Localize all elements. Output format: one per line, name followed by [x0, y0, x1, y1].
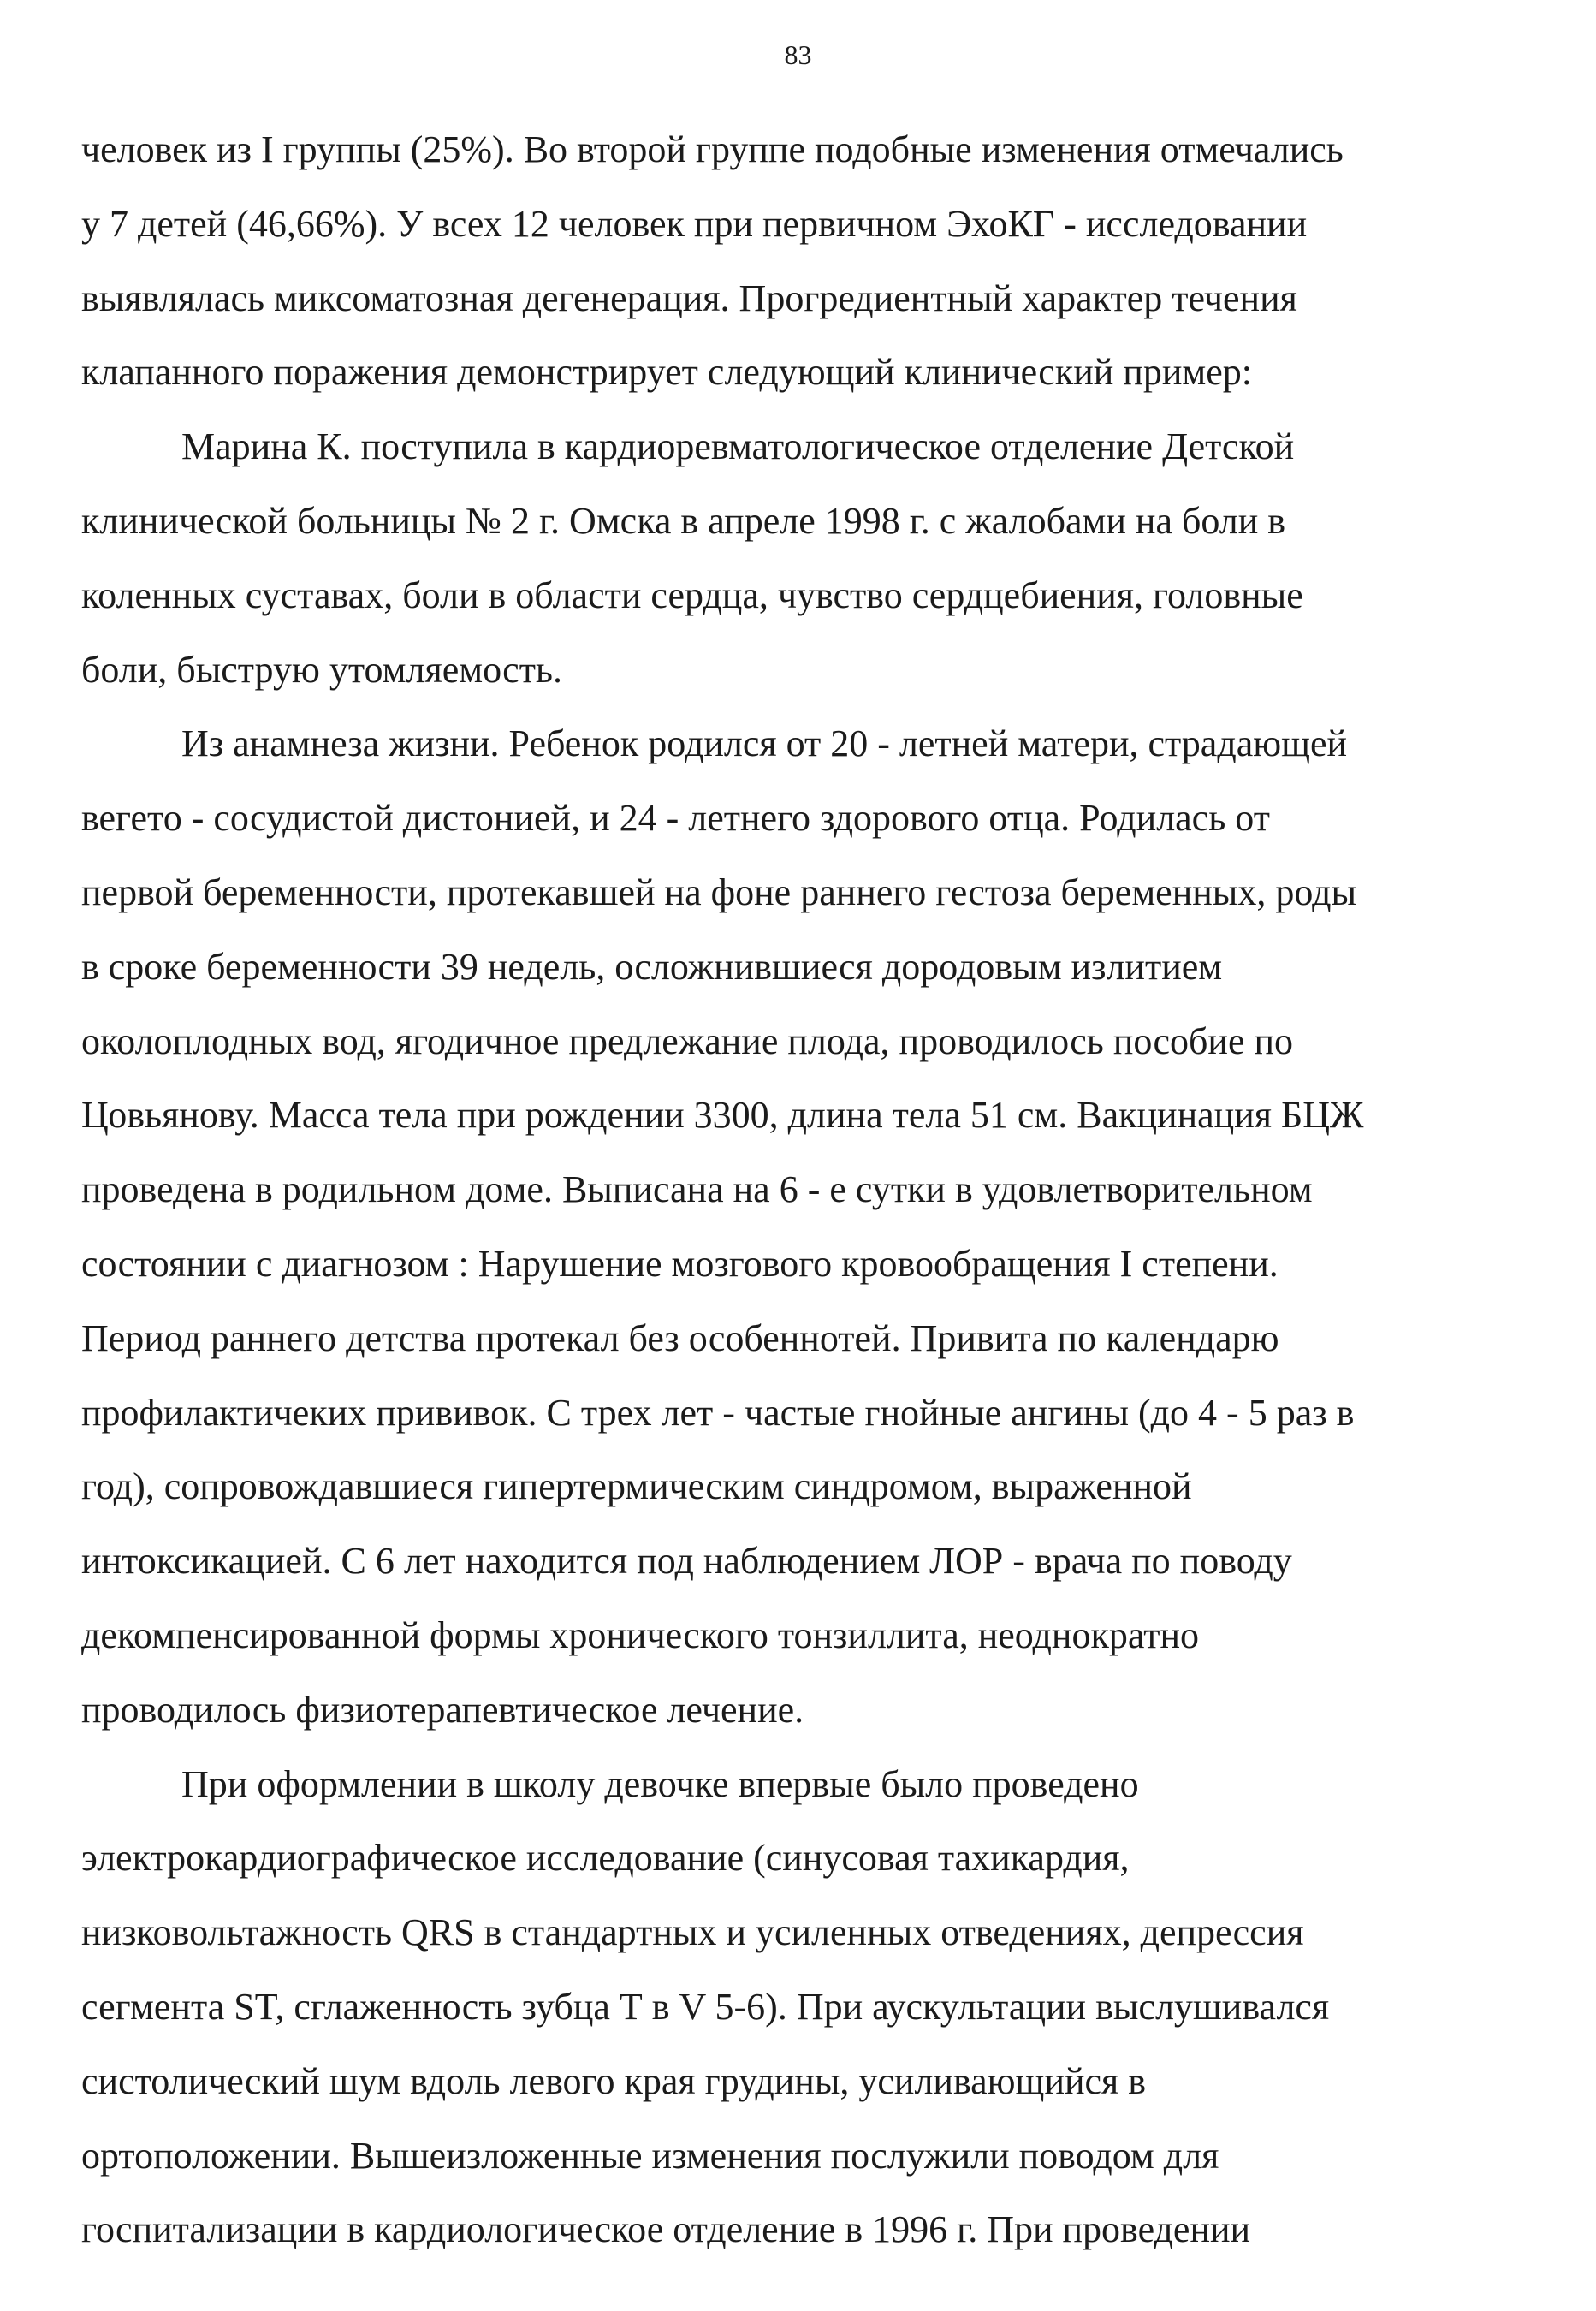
text-line: госпитализации в кардиологическое отделение в 1996 г. При проведении	[81, 2208, 1251, 2251]
text-line: в сроке беременности 39 недель, осложнившиеся дородовым излитием	[81, 945, 1223, 988]
text-line: первой беременности, протекавшей на фоне раннего гестоза беременных, роды	[81, 870, 1357, 913]
text-line: клинической больницы № 2 г. Омска в апреле 1998 г. с жалобами на боли в	[81, 499, 1286, 542]
paragraph-first-line: Из анамнеза жизни. Ребенок родился от 20 - летней матери, страдающей	[181, 722, 1348, 765]
text-line: выявлялась миксоматозная дегенерация. Прогредиентный характер течения	[81, 276, 1297, 319]
text-line: проведена в родильном доме. Выписана на 6 - е сутки в удовлетворительном	[81, 1168, 1313, 1211]
text-line: низковольтажность QRS в стандартных и усиленных отведениях, депрессия	[81, 1911, 1304, 1954]
text-line: систолический шум вдоль левого края грудины, усиливающийся в	[81, 2059, 1147, 2102]
document-body	[81, 113, 1528, 2267]
text-line: декомпенсированной формы хронического тонзиллита, неоднократно	[81, 1613, 1200, 1656]
text-line: электрокардиографическое исследование (синусовая тахикардия,	[81, 1837, 1130, 1880]
page-number: 83	[784, 39, 812, 70]
text-line: Цовьянову. Масса тела при рождении 3300, длина тела 51 см. Вакцинация БЦЖ	[81, 1094, 1364, 1137]
text-line: проводилось физиотерапевтическое лечение.	[81, 1688, 804, 1731]
text-line: вегето - сосудистой дистонией, и 24 - летнего здорового отца. Родилась от	[81, 797, 1270, 840]
text-line: интоксикацией. С 6 лет находится под наблюдением ЛОР - врача по поводу	[81, 1540, 1292, 1583]
text-line: боли, быструю утомляемость.	[81, 648, 562, 691]
paragraph-first-line: Марина К. поступила в кардиоревматологическое отделение Детской	[181, 425, 1295, 468]
text-line: клапанного поражения демонстрирует следующий клинический пример:	[81, 351, 1252, 394]
text-line: сегмента ST, сглаженность зубца Т в V 5-6). При аускультации выслушивался	[81, 1985, 1330, 2028]
paragraph-first-line: При оформлении в школу девочке впервые было проведено	[181, 1762, 1139, 1805]
text-line: ортоположении. Вышеизложенные изменения послужили поводом для	[81, 2134, 1219, 2177]
text-line: Период раннего детства протекал без особеннотей. Привита по календарю	[81, 1316, 1279, 1359]
text-line: год), сопровождавшиеся гипертермическим синдромом, выраженной	[81, 1465, 1192, 1508]
text-line: человек из I группы (25%). Во второй группе подобные изменения отмечались	[81, 128, 1344, 170]
text-line: профилактичеких прививок. С трех лет - частые гнойные ангины (до 4 - 5 раз в	[81, 1391, 1355, 1434]
text-line: околоплодных вод, ягодичное предлежание плода, проводилось пособие по	[81, 1019, 1294, 1062]
text-line: у 7 детей (46,66%). У всех 12 человек при первичном ЭхоКГ - исследовании	[81, 202, 1308, 245]
text-line: состоянии с диагнозом : Нарушение мозгового кровообращения I степени.	[81, 1242, 1279, 1285]
text-line: коленных суставах, боли в области сердца, чувство сердцебиения, головные	[81, 573, 1303, 616]
